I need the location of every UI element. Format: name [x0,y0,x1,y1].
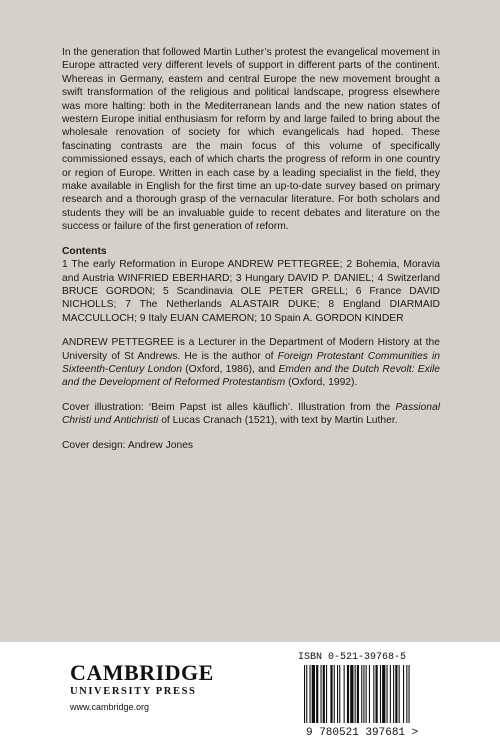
barcode-bar [326,665,327,723]
cover-text [62,46,440,463]
barcode-bar [347,665,349,723]
barcode-number: 9 780521 397681 > [306,727,419,737]
barcode-bar [390,665,391,723]
illustration-text: Cover illustration: ‘Beim Papst ist alles käuflich’. Illustration from the [62,401,396,413]
book-title-emden: Emden and the Dutch Revolt: Exile and the Development of Reformed Protestantism [62,363,441,389]
barcode-bar [406,665,407,723]
barcode-bar [403,665,404,723]
contents-heading: Contents [62,245,107,257]
barcode-bar [357,665,359,723]
blurb-paragraph: In the generation that followed Martin Luther’s protest the evangelical movement in Europe attracted very different levels of support in different parts of the continent. Whereas in Germany, eastern and central Europe the new movement brought a swift transformation of the religious and political landscape, progress elsewhere was more halting: both in the Mediterranean lands and the new nation states of western Europe initial enthusiasm for reform by and large failed to bring about the wholesale renovation of society for which evangelicals had hoped. These fascinating contrasts are the main focus of this volume of specifically commissioned essays, each of which charts the progress of reform in one country or region of Europe. Written in each case by a leading specialist in the field, they make available in English for the first time an up-to-date survey based on primary research and a thorough grasp of the vernacular literature. For both scholars and students they will be an invaluable guide to recent debates and literature on the success or failure of the first generation of reform. [62,47,440,233]
contents-section [62,245,440,325]
barcode-bar [366,665,367,723]
illustration-text: of Lucas Cranach (1521), with text by Martin Luther. [158,415,398,427]
illustration-source-title: Passional Christi und Antichristi [62,401,440,427]
barcode-bar [334,665,335,723]
barcode-bar [409,665,410,723]
barcode-bar [363,665,364,723]
barcode-bar [387,665,388,723]
barcode-bars [304,665,410,723]
publisher-logo [70,662,214,714]
barcode-bar [373,665,374,723]
barcode-bar [339,665,340,723]
isbn-label: ISBN 0-521-39768-5 [298,652,407,663]
cover-illustration-credit [62,401,440,428]
barcode-bar [376,665,378,723]
barcode-bar [306,665,307,723]
barcode-bar [399,665,400,723]
barcode-bar [316,665,318,723]
contents-list: 1 The early Reformation in Europe ANDREW PETTEGREE; 2 Bohemia, Moravia and Austria WINFRIED EBERHARD; 3 Hungary DAVID P. DANIEL; 4 Switzerland BRUCE GORDON; 5 Scandinavia OLE PETER GRELL; 6 France DAVID NICHOLLS; 7 The Netherlands ALASTAIR DUKE; 8 England DIARMAID MACCULLOCH; 9 Italy EUAN CAMERON; 10 Spain A. GORDON KINDER [62,259,440,324]
barcode-bar [382,665,385,723]
barcode-bar [395,665,397,723]
barcode-bar [323,665,325,723]
author-bio [62,336,440,390]
barcode-bar [350,665,353,723]
barcode-bar [321,665,322,723]
author-bio-text: (Oxford, 1986), and [182,363,279,375]
barcode-bar [310,665,311,723]
cover-design-credit: Cover design: Andrew Jones [62,439,194,451]
barcode-bar [330,665,332,723]
barcode-bar [369,665,370,723]
author-bio-text: ANDREW PETTEGREE is a Lecturer in the Department of Modern History at the University of St Andrews. He is the author of [62,337,440,362]
author-bio-text: (Oxford, 1992). [285,377,358,389]
barcode-bar [312,665,315,723]
barcode [296,665,448,737]
barcode-bar [355,665,356,723]
barcode-bar [304,665,305,723]
publisher-subname: UNIVERSITY PRESS [70,686,197,697]
barcode-bar [380,665,381,723]
publisher-url[interactable]: www.cambridge.org [70,702,150,712]
barcode-bar [361,665,362,723]
barcode-bar [393,665,394,723]
publisher-name: CAMBRIDGE [70,660,214,685]
barcode-bar [337,665,338,723]
barcode-bar [344,665,345,723]
book-title-foreign-protestant: Foreign Protestant Communities in Sixteenth-Century London [62,350,440,375]
